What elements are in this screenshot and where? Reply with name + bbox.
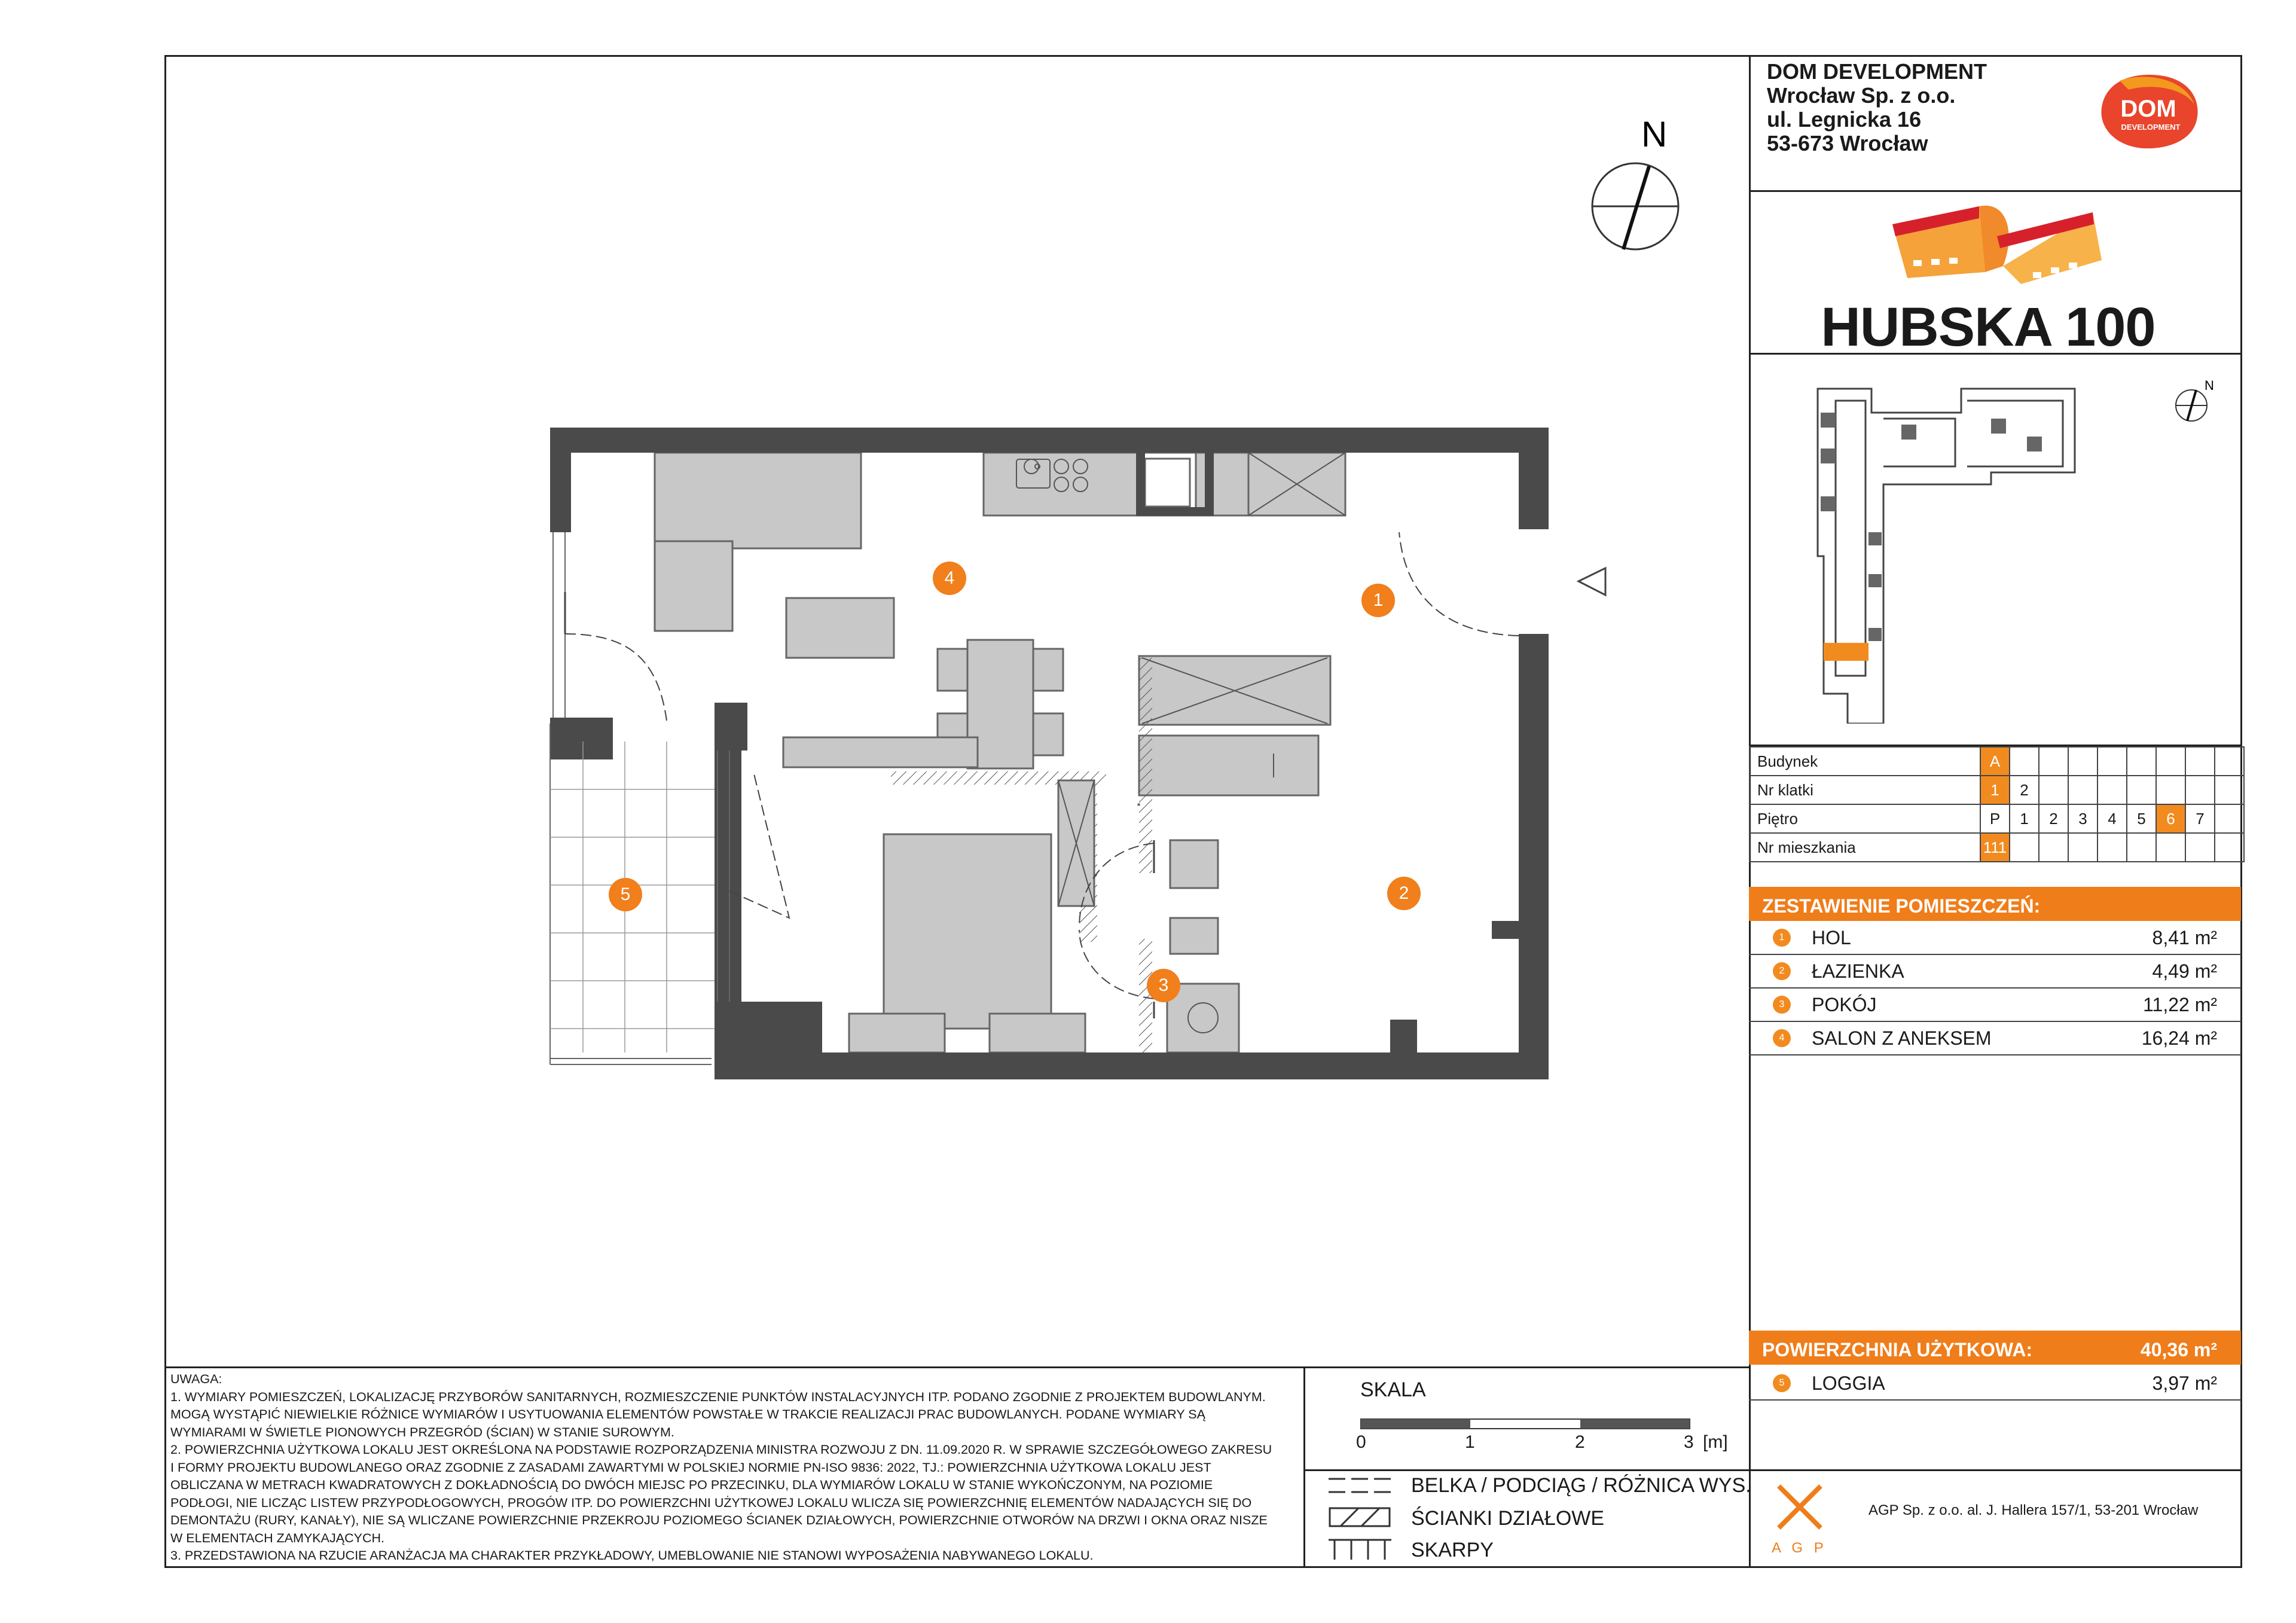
- room-name: POKÓJ: [1812, 994, 1877, 1015]
- scale-bar: [1357, 1414, 1698, 1456]
- note-line: I FORMY PROJEKTU BUDOWLANEGO ORAZ ZGODNIE Z ZASADAMI ZAWARTYMI W POLSKIEJ NORMIE PN-ISO 9836: 2022, TJ.: POWIERZCHNIA UŻYTKOWA LOKALU JEST: [170, 1460, 1211, 1475]
- scale-tick-2: 2: [1575, 1432, 1585, 1452]
- building-table-cell: 3: [2068, 804, 2097, 833]
- room-name: ŁAZIENKA: [1812, 960, 1904, 982]
- building-table-cell: 1: [1980, 776, 2010, 804]
- building-table-cell: [2156, 833, 2185, 862]
- room-num: 1: [1773, 929, 1791, 947]
- building-table-cell: [2215, 776, 2244, 804]
- building-table-cell: [2097, 833, 2127, 862]
- note-line: OBLICZANA W METRACH KWADRATOWYCH Z DOKŁADNOŚCIĄ DO DWÓCH MIEJSC PO PRZECINKU, DLA WYMIARÓW LOKALU W STANIE WYKOŃCZONYM, NA POZIOMIE: [170, 1478, 1213, 1492]
- divider-legend: [1303, 1469, 1750, 1471]
- note-line: MOGĄ WYSTĄPIĆ NIEWIELKIE RÓŻNICE WYMIARÓW I USYTUOWANIA ELEMENTÓW POWSTAŁE W TRAKCIE REALIZACJI PRAC BUDOWLANYCH. PODANE WYMIARY SĄ: [170, 1407, 1205, 1421]
- divider-notes: [164, 1366, 1750, 1368]
- building-table-row: [1750, 776, 2244, 804]
- legend-sill-label: SKARPY: [1411, 1539, 1494, 1561]
- building-table-cell: 111: [1980, 833, 2010, 862]
- building-table-label: Budynek: [1750, 747, 1980, 776]
- usable-area-value: 40,36 m²: [2140, 1339, 2217, 1360]
- building-table-cell: 5: [2127, 804, 2156, 833]
- dom-development-logo: [2096, 72, 2203, 152]
- rooms-header: [1749, 887, 2241, 921]
- building-table-cell: [2039, 833, 2068, 862]
- agp-logo: [1770, 1480, 1830, 1534]
- dashed-line-icon: [1329, 1474, 1391, 1498]
- tv-cabinet: [783, 737, 978, 767]
- key-plan: [1812, 377, 2081, 724]
- north-label: N: [1641, 114, 1668, 154]
- divider-company: [1749, 190, 2242, 192]
- note-line: 3. PRZEDSTAWIONA NA RZUCIE ARANŻACJA MA CHARAKTER PRZYKŁADOWY, UMEBLOWANIE NIE STANOWI WYPOSAŻENIA NABYWANEGO LOKALU.: [170, 1548, 1094, 1563]
- wall-north: [550, 428, 1549, 453]
- agp-logo-text: A G P: [1772, 1540, 1827, 1556]
- room-area: 16,24 m²: [2141, 1027, 2217, 1049]
- building-table-cell: [2039, 747, 2068, 776]
- legend-beam-label: BELKA / PODCIĄG / RÓŻNICA WYS.: [1411, 1474, 1751, 1497]
- loggia-area: 3,97 m²: [2152, 1372, 2217, 1394]
- company-street: ul. Legnicka 16: [1767, 107, 1922, 132]
- building-table-cell: [2127, 833, 2156, 862]
- north-compass: [1584, 108, 1686, 269]
- divider-agp: [1749, 1469, 2242, 1471]
- divider-scale: [1303, 1366, 1305, 1568]
- building-table-cell: [2097, 776, 2127, 804]
- building-table-cell: P: [1980, 804, 2010, 833]
- plan-label-loggia: 5: [609, 878, 642, 911]
- bathtub: [1139, 736, 1318, 795]
- company-branch: Wrocław Sp. z o.o.: [1767, 83, 1956, 108]
- usable-area-label: POWIERZCHNIA UŻYTKOWA:: [1762, 1339, 2033, 1360]
- building-table-cell: [2010, 833, 2039, 862]
- legend-partition-label: ŚCIANKI DZIAŁOWE: [1411, 1507, 1605, 1530]
- building-table: [1749, 746, 2245, 862]
- note-line: W ELEMENTACH ZAMYKAJĄCYCH.: [170, 1530, 384, 1545]
- room-num: 4: [1773, 1029, 1791, 1047]
- toilet: [1170, 918, 1218, 954]
- note-line: PODŁOGI, NIE LICZĄC LISTEW PRZYPODŁOGOWYCH, PROGÓW ITP. DO POWIERZCHNI UŻYTKOWEJ LOKALU WLICZA SIĘ POWIERZCHNIĘ ELEMENTÓW NADAJĄCYCH SIĘ DO: [170, 1495, 1252, 1510]
- building-table-cell: [2185, 776, 2215, 804]
- project-title: HUBSKA 100: [1821, 297, 2155, 358]
- scale-tick-0: 0: [1356, 1432, 1366, 1452]
- scale-tick-3: 3: [1684, 1432, 1694, 1452]
- building-table-cell: [2156, 747, 2185, 776]
- company-city: 53-673 Wrocław: [1767, 131, 1928, 155]
- building-table-cell: [2156, 776, 2185, 804]
- hatched-wall-icon: [1329, 1505, 1391, 1529]
- loggia-row: [1749, 1366, 2241, 1401]
- room-row: [1749, 1021, 2241, 1055]
- building-table-cell: [2215, 747, 2244, 776]
- shaft: [1139, 453, 1196, 512]
- note-line: 1. WYMIARY POMIESZCZEŃ, LOKALIZACJĘ PRZYBORÓW SANITARNYCH, ROZMIESZCZENIE PUNKTÓW INSTALACYJNYCH ITP. PODANO ZGODNIE Z PROJEKTEM BUDOWLANYM.: [170, 1389, 1266, 1404]
- note-line: 2. POWIERZCHNIA UŻYTKOWA LOKALU JEST OKREŚLONA NA PODSTAWIE ROZPORZĄDZENIA MINISTRA ROZWOJU Z DN. 11.09.2020 R. W SPRAWIE SZCZEGÓŁOWEGO ZAKRESU: [170, 1442, 1272, 1457]
- keyplan-compass: [2167, 377, 2215, 425]
- room-name: HOL: [1812, 927, 1851, 948]
- building-table-cell: [2215, 804, 2244, 833]
- room-num: 2: [1773, 962, 1791, 980]
- plan-label-hol: 1: [1361, 584, 1395, 617]
- room-row: [1749, 954, 2241, 989]
- kitchen-island: [786, 598, 894, 658]
- keyplan-north-label: N: [2205, 378, 2214, 393]
- rooms-header-label: ZESTAWIENIE POMIESZCZEŃ:: [1762, 895, 2041, 917]
- building-table-cell: [2185, 747, 2215, 776]
- floor-plan: [538, 419, 1614, 1094]
- kitchen-cabinet-corner: [655, 541, 732, 631]
- building-table-cell: [2215, 833, 2244, 862]
- sill-icon: [1329, 1537, 1391, 1561]
- note-line: UWAGA:: [170, 1372, 222, 1386]
- room-row: [1749, 921, 2241, 955]
- building-table-row: [1750, 833, 2244, 862]
- room-area: 11,22 m²: [2143, 994, 2217, 1015]
- building-table-cell: [2127, 747, 2156, 776]
- building-table-cell: 2: [2039, 804, 2068, 833]
- room-row: [1749, 988, 2241, 1022]
- scale-tick-1: 1: [1465, 1432, 1475, 1452]
- building-table-cell: 6: [2156, 804, 2185, 833]
- washbasin: [1170, 840, 1218, 888]
- wall-south: [715, 1052, 1549, 1079]
- building-table-cell: [2039, 776, 2068, 804]
- logo-text-dom: DOM: [2120, 96, 2176, 122]
- plan-label-lazienka: 2: [1387, 877, 1421, 910]
- film-strip-logo: [1889, 200, 2105, 290]
- scale-unit: [m]: [1703, 1432, 1728, 1452]
- note-line: DEMONTAŻU (RURY, KANAŁY), NIE SĄ WLICZANE POWIERZCHNIE PRZEKROJU POZIOMEGO ŚCIANEK DZIAŁOWYCH, POWIERZCHNIE OTWORÓW NA DRZWI I OKNA ORAZ NISZE: [170, 1513, 1268, 1527]
- company-address: [1767, 60, 1987, 155]
- scale-label: SKALA: [1360, 1378, 1426, 1401]
- logo-text-development: DEVELOPMENT: [2121, 123, 2181, 132]
- room-name: SALON Z ANEKSEM: [1812, 1027, 1992, 1049]
- building-table-cell: [2068, 833, 2097, 862]
- building-table-cell: [2068, 776, 2097, 804]
- room-area: 4,49 m²: [2152, 960, 2217, 982]
- building-table-cell: [2010, 747, 2039, 776]
- notes-block: [170, 1371, 1294, 1565]
- building-table-cell: 2: [2010, 776, 2039, 804]
- building-table-cell: [2127, 776, 2156, 804]
- building-table-cell: 1: [2010, 804, 2039, 833]
- building-table-cell: 4: [2097, 804, 2127, 833]
- building-table-cell: 7: [2185, 804, 2215, 833]
- room-area: 8,41 m²: [2152, 927, 2217, 948]
- building-table-cell: [2185, 833, 2215, 862]
- agp-address: AGP Sp. z o.o. al. J. Hallera 157/1, 53-201 Wrocław: [1868, 1502, 2199, 1518]
- company-name: DOM DEVELOPMENT: [1767, 59, 1987, 84]
- note-line: WYMIARAMI W ŚWIETLE PIONOWYCH PRZEGRÓD (ŚCIAN) W STANIE SUROWYM.: [170, 1424, 674, 1439]
- building-table-label: Piętro: [1750, 804, 1980, 833]
- building-table-cell: A: [1980, 747, 2010, 776]
- building-table-label: Nr klatki: [1750, 776, 1980, 804]
- building-table-row: [1750, 804, 2244, 833]
- loggia-name: LOGGIA: [1812, 1372, 1885, 1394]
- plan-label-salon: 4: [933, 562, 966, 595]
- plan-label-pokoj: 3: [1147, 969, 1180, 1002]
- building-table-label: Nr mieszkania: [1750, 833, 1980, 862]
- room-num: 3: [1773, 996, 1791, 1014]
- bed: [884, 834, 1051, 1029]
- kitchen-cabinet-left: [655, 453, 861, 548]
- building-table-row: [1750, 747, 2244, 776]
- usable-area-bar: [1749, 1331, 2241, 1365]
- building-table-cell: [2097, 747, 2127, 776]
- loggia-number: 5: [1773, 1374, 1791, 1392]
- building-table-cell: [2068, 747, 2097, 776]
